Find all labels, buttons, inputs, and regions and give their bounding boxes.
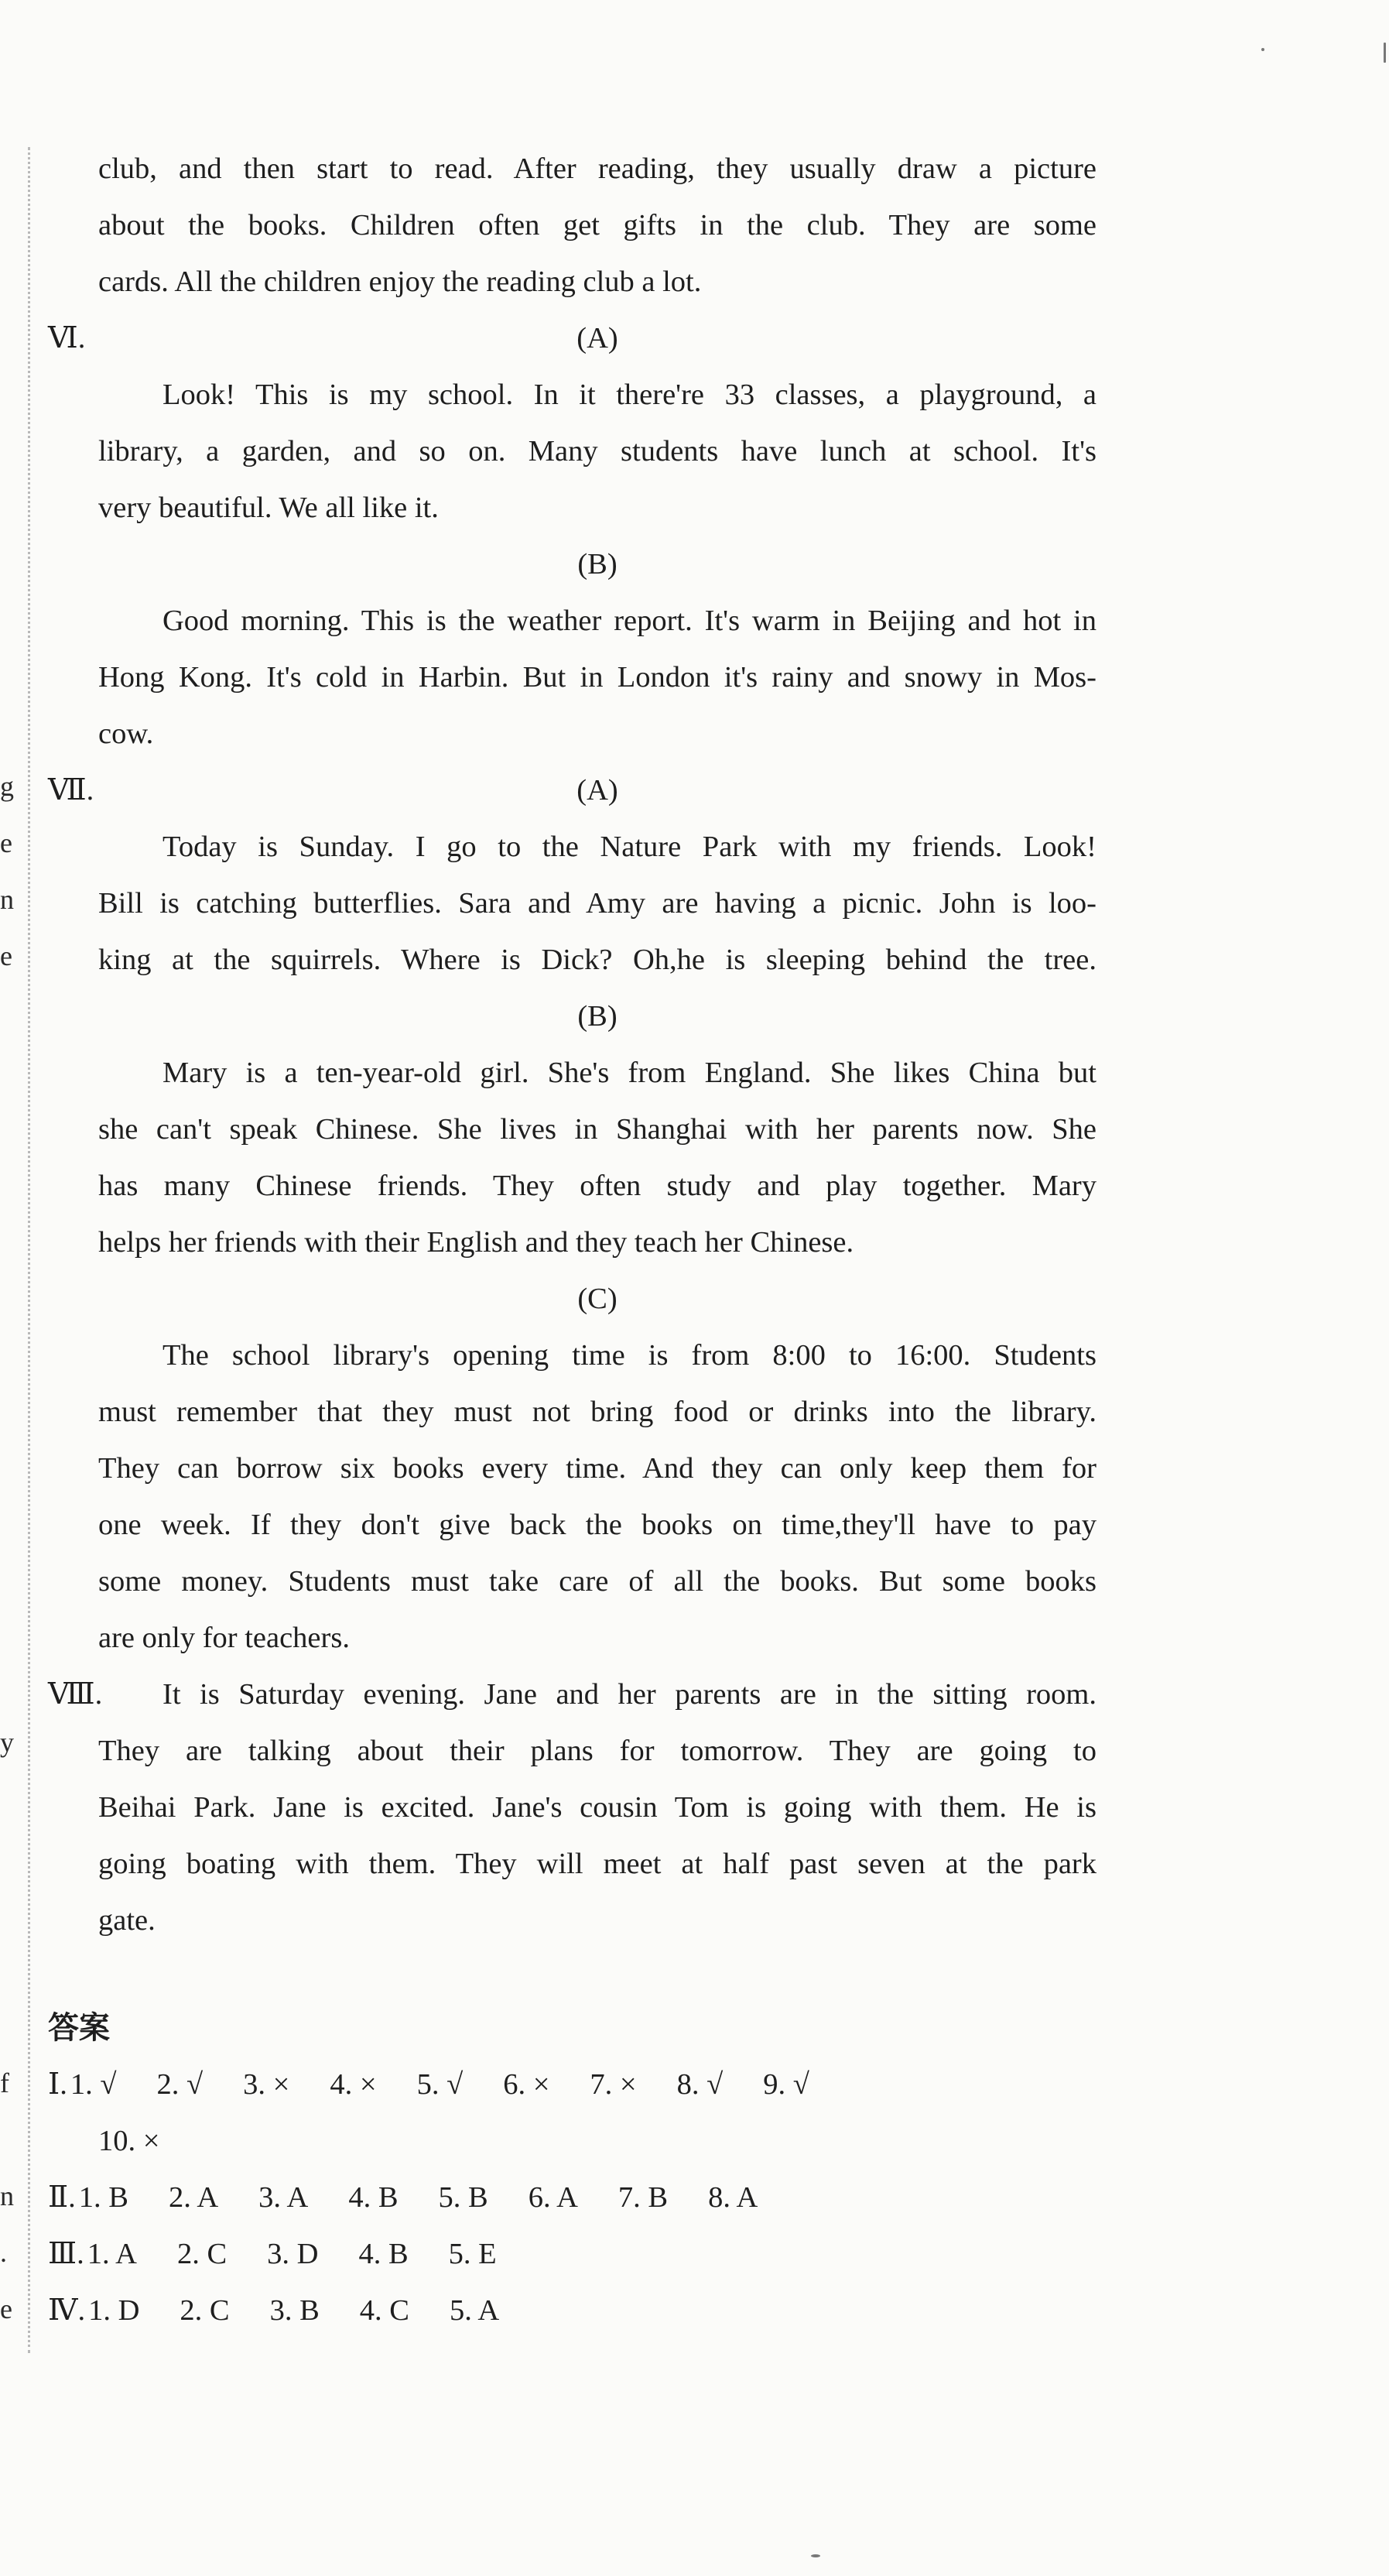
text-line: she can't speak Chinese. She lives in Shanghai with her parents now. She: [98, 1113, 1096, 1146]
answer-item: 3. A: [258, 2181, 309, 2214]
answer-item: 2. √: [156, 2068, 204, 2101]
answer-item: 1. A: [87, 2238, 137, 2270]
answer-item: 8. A: [708, 2181, 758, 2214]
text-line: very beautiful. We all like it.: [98, 492, 439, 524]
answer-row-ii: [48, 2170, 758, 2226]
passage-label: (C): [577, 1283, 618, 1315]
answer-item: 4. B: [348, 2181, 399, 2214]
text-line: one week. If they don't give back the books on time,they'll have to pay: [98, 1509, 1096, 1541]
edge-letter: e: [0, 2293, 12, 2324]
answer-item: 1. D: [88, 2294, 140, 2327]
text-line: Bill is catching butterflies. Sara and Amy are having a picnic. John is loo-: [98, 887, 1096, 920]
answer-item: 7. B: [618, 2181, 669, 2214]
answer-item: 2. C: [180, 2294, 230, 2327]
answer-item: 5. √: [416, 2068, 464, 2101]
answer-item: 5. E: [448, 2238, 497, 2270]
text-line: are only for teachers.: [98, 1622, 350, 1654]
text-line: king at the squirrels. Where is Dick? Oh,he is sleeping behind the tree.: [98, 944, 1096, 976]
answer-row-iv: [48, 2283, 499, 2339]
answer-numeral: Ⅲ.: [48, 2238, 84, 2270]
text-line: going boating with them. They will meet at half past seven at the park: [98, 1848, 1096, 1880]
edge-letter: e: [0, 940, 12, 971]
answer-row-i-cont: [98, 2113, 159, 2170]
text-line: club, and then start to read. After reading, they usually draw a picture: [98, 152, 1096, 185]
answer-row-iii: [48, 2226, 497, 2283]
text-line: It is Saturday evening. Jane and her parents are in the sitting room.: [163, 1678, 1096, 1711]
text-line: helps her friends with their English and they teach her Chinese.: [98, 1226, 854, 1259]
answer-item: 10. ×: [98, 2125, 160, 2157]
answer-item: 3. D: [267, 2238, 319, 2270]
answer-item: 9. √: [763, 2068, 809, 2101]
answer-item: 6. ×: [503, 2068, 550, 2101]
answer-numeral: Ⅳ.: [48, 2294, 86, 2327]
text-line: They are talking about their plans for tomorrow. They are going to: [98, 1735, 1096, 1767]
answer-item: 6. A: [528, 2181, 578, 2214]
text-line: library, a garden, and so on. Many students have lunch at school. It's: [98, 435, 1096, 468]
answer-item: 4. C: [359, 2294, 409, 2327]
edge-letter: n: [0, 884, 14, 915]
text-line: Beihai Park. Jane is excited. Jane's cousin Tom is going with them. He is: [98, 1791, 1096, 1824]
edge-letter: y: [0, 1727, 14, 1758]
passage-label: (B): [577, 1000, 618, 1033]
answer-item: 4. B: [358, 2238, 409, 2270]
scan-speck: [811, 2554, 820, 2557]
answer-item: 3. ×: [243, 2068, 290, 2101]
text-line: about the books. Children often get gifts in the club. They are some: [98, 209, 1096, 242]
text-line: cow.: [98, 718, 154, 750]
text-line: They can borrow six books every time. And they can only keep them for: [98, 1452, 1096, 1485]
answer-item: 8. √: [676, 2068, 724, 2101]
edge-letter: f: [0, 2067, 9, 2098]
answer-numeral: Ⅰ.: [48, 2068, 67, 2101]
text-line: The school library's opening time is from 8:00 to 16:00. Students: [163, 1339, 1096, 1372]
text-line: Look! This is my school. In it there're 33 classes, a playground, a: [163, 379, 1096, 411]
answer-item: 5. A: [449, 2294, 500, 2327]
edge-letter: g: [0, 771, 14, 802]
text-line: gate.: [98, 1904, 156, 1937]
binding-margin-line: [28, 147, 30, 2353]
answer-item: 5. B: [438, 2181, 488, 2214]
passage-label: (A): [576, 774, 618, 807]
answer-numeral: Ⅱ.: [48, 2181, 76, 2214]
text-line: some money. Students must take care of all the books. But some books: [98, 1565, 1096, 1598]
answer-item: 2. C: [176, 2238, 228, 2270]
answers-title: 答案: [48, 2010, 110, 2046]
answer-item: 7. ×: [590, 2068, 637, 2101]
answer-item: 2. A: [168, 2181, 219, 2214]
scan-speck: [1261, 48, 1264, 51]
answer-item: 4. ×: [330, 2068, 377, 2101]
text-line: Hong Kong. It's cold in Harbin. But in London it's rainy and snowy in Mos-: [98, 661, 1096, 694]
edge-letter: .: [0, 2237, 7, 2268]
answer-item: 1. √: [70, 2068, 117, 2101]
section-numeral: Ⅶ.: [48, 774, 94, 807]
edge-letter: n: [0, 2180, 14, 2211]
passage-label: (A): [576, 322, 618, 355]
section-numeral: Ⅷ.: [48, 1678, 103, 1711]
text-line: Mary is a ten-year-old girl. She's from England. She likes China but: [163, 1057, 1096, 1089]
text-line: has many Chinese friends. They often study and play together. Mary: [98, 1170, 1096, 1202]
section-numeral: Ⅵ.: [48, 322, 86, 355]
text-line: Good morning. This is the weather report. It's warm in Beijing and hot in: [163, 605, 1096, 637]
answer-row-i: [48, 2057, 809, 2113]
edge-letter: e: [0, 827, 12, 858]
answer-item: 1. B: [78, 2181, 128, 2214]
scan-speck: [1384, 43, 1386, 63]
text-line: Today is Sunday. I go to the Nature Park with my friends. Look!: [163, 831, 1096, 863]
text-line: cards. All the children enjoy the reading club a lot.: [98, 265, 702, 298]
passage-label: (B): [577, 548, 618, 581]
answer-item: 3. B: [269, 2294, 320, 2327]
text-line: must remember that they must not bring food or drinks into the library.: [98, 1396, 1096, 1428]
